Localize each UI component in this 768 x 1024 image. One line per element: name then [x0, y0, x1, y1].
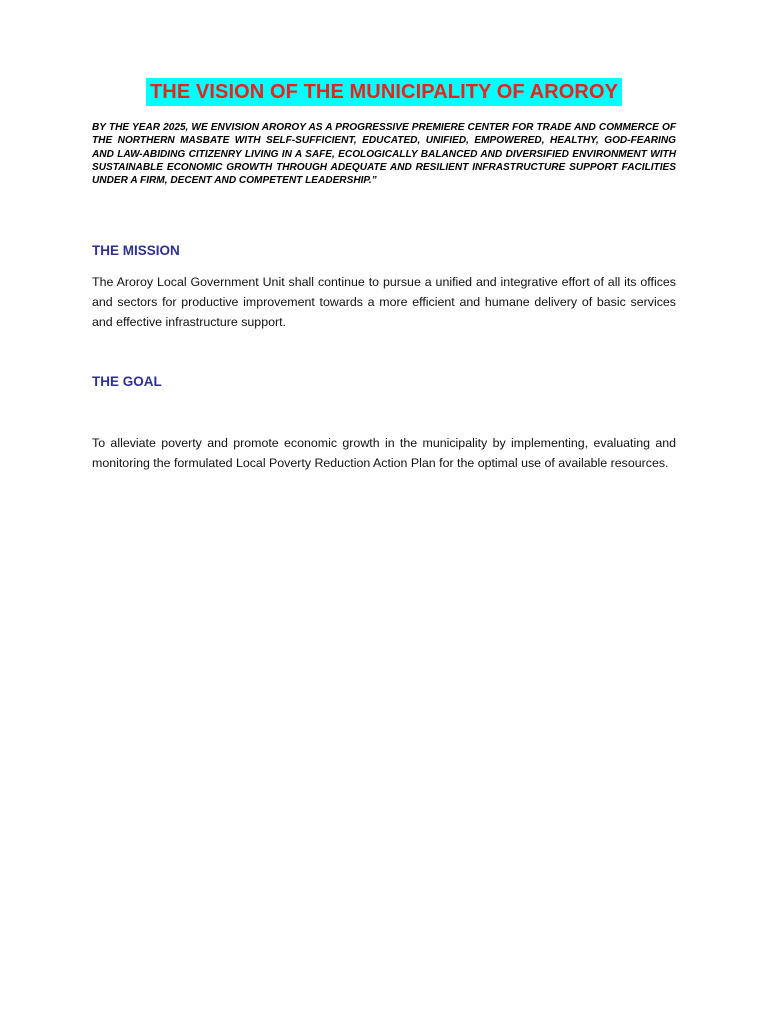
goal-heading: THE GOAL: [92, 374, 162, 389]
document-title: THE VISION OF THE MUNICIPALITY OF AROROY: [146, 78, 622, 106]
vision-statement: BY THE YEAR 2025, WE ENVISION AROROY AS A PROGRESSIVE PREMIERE CENTER FOR TRADE AND COMMERCE OF THE NORTHERN MASBATE WITH SELF-SUFFICIENT, EDUCATED, UNIFIED, EMPOWERED, HEALTHY, GOD-FEARING AND LAW-ABIDING CITIZENRY LIVING IN A SAFE, ECOLOGICALLY BALANCED AND DIVERSIFIED ENVIRONMENT WITH SUSTAINABLE ECONOMIC GROWTH THROUGH ADEQUATE AND RESILIENT INFRASTRUCTURE SUPPORT FACILITIES UNDER A FIRM, DECENT AND COMPETENT LEADERSHIP.”: [92, 122, 676, 187]
mission-heading: THE MISSION: [92, 243, 180, 258]
goal-text: To alleviate poverty and promote economic growth in the municipality by implementing, evaluating and monitoring the formulated Local Poverty Reduction Action Plan for the optimal use of available resources.: [92, 436, 676, 470]
mission-text: The Aroroy Local Government Unit shall continue to pursue a unified and integrative effort of all its offices and sectors for productive improvement towards a more efficient and humane delivery of basic services and effective infrastructure support.: [92, 275, 676, 329]
title-container: [0, 78, 768, 106]
